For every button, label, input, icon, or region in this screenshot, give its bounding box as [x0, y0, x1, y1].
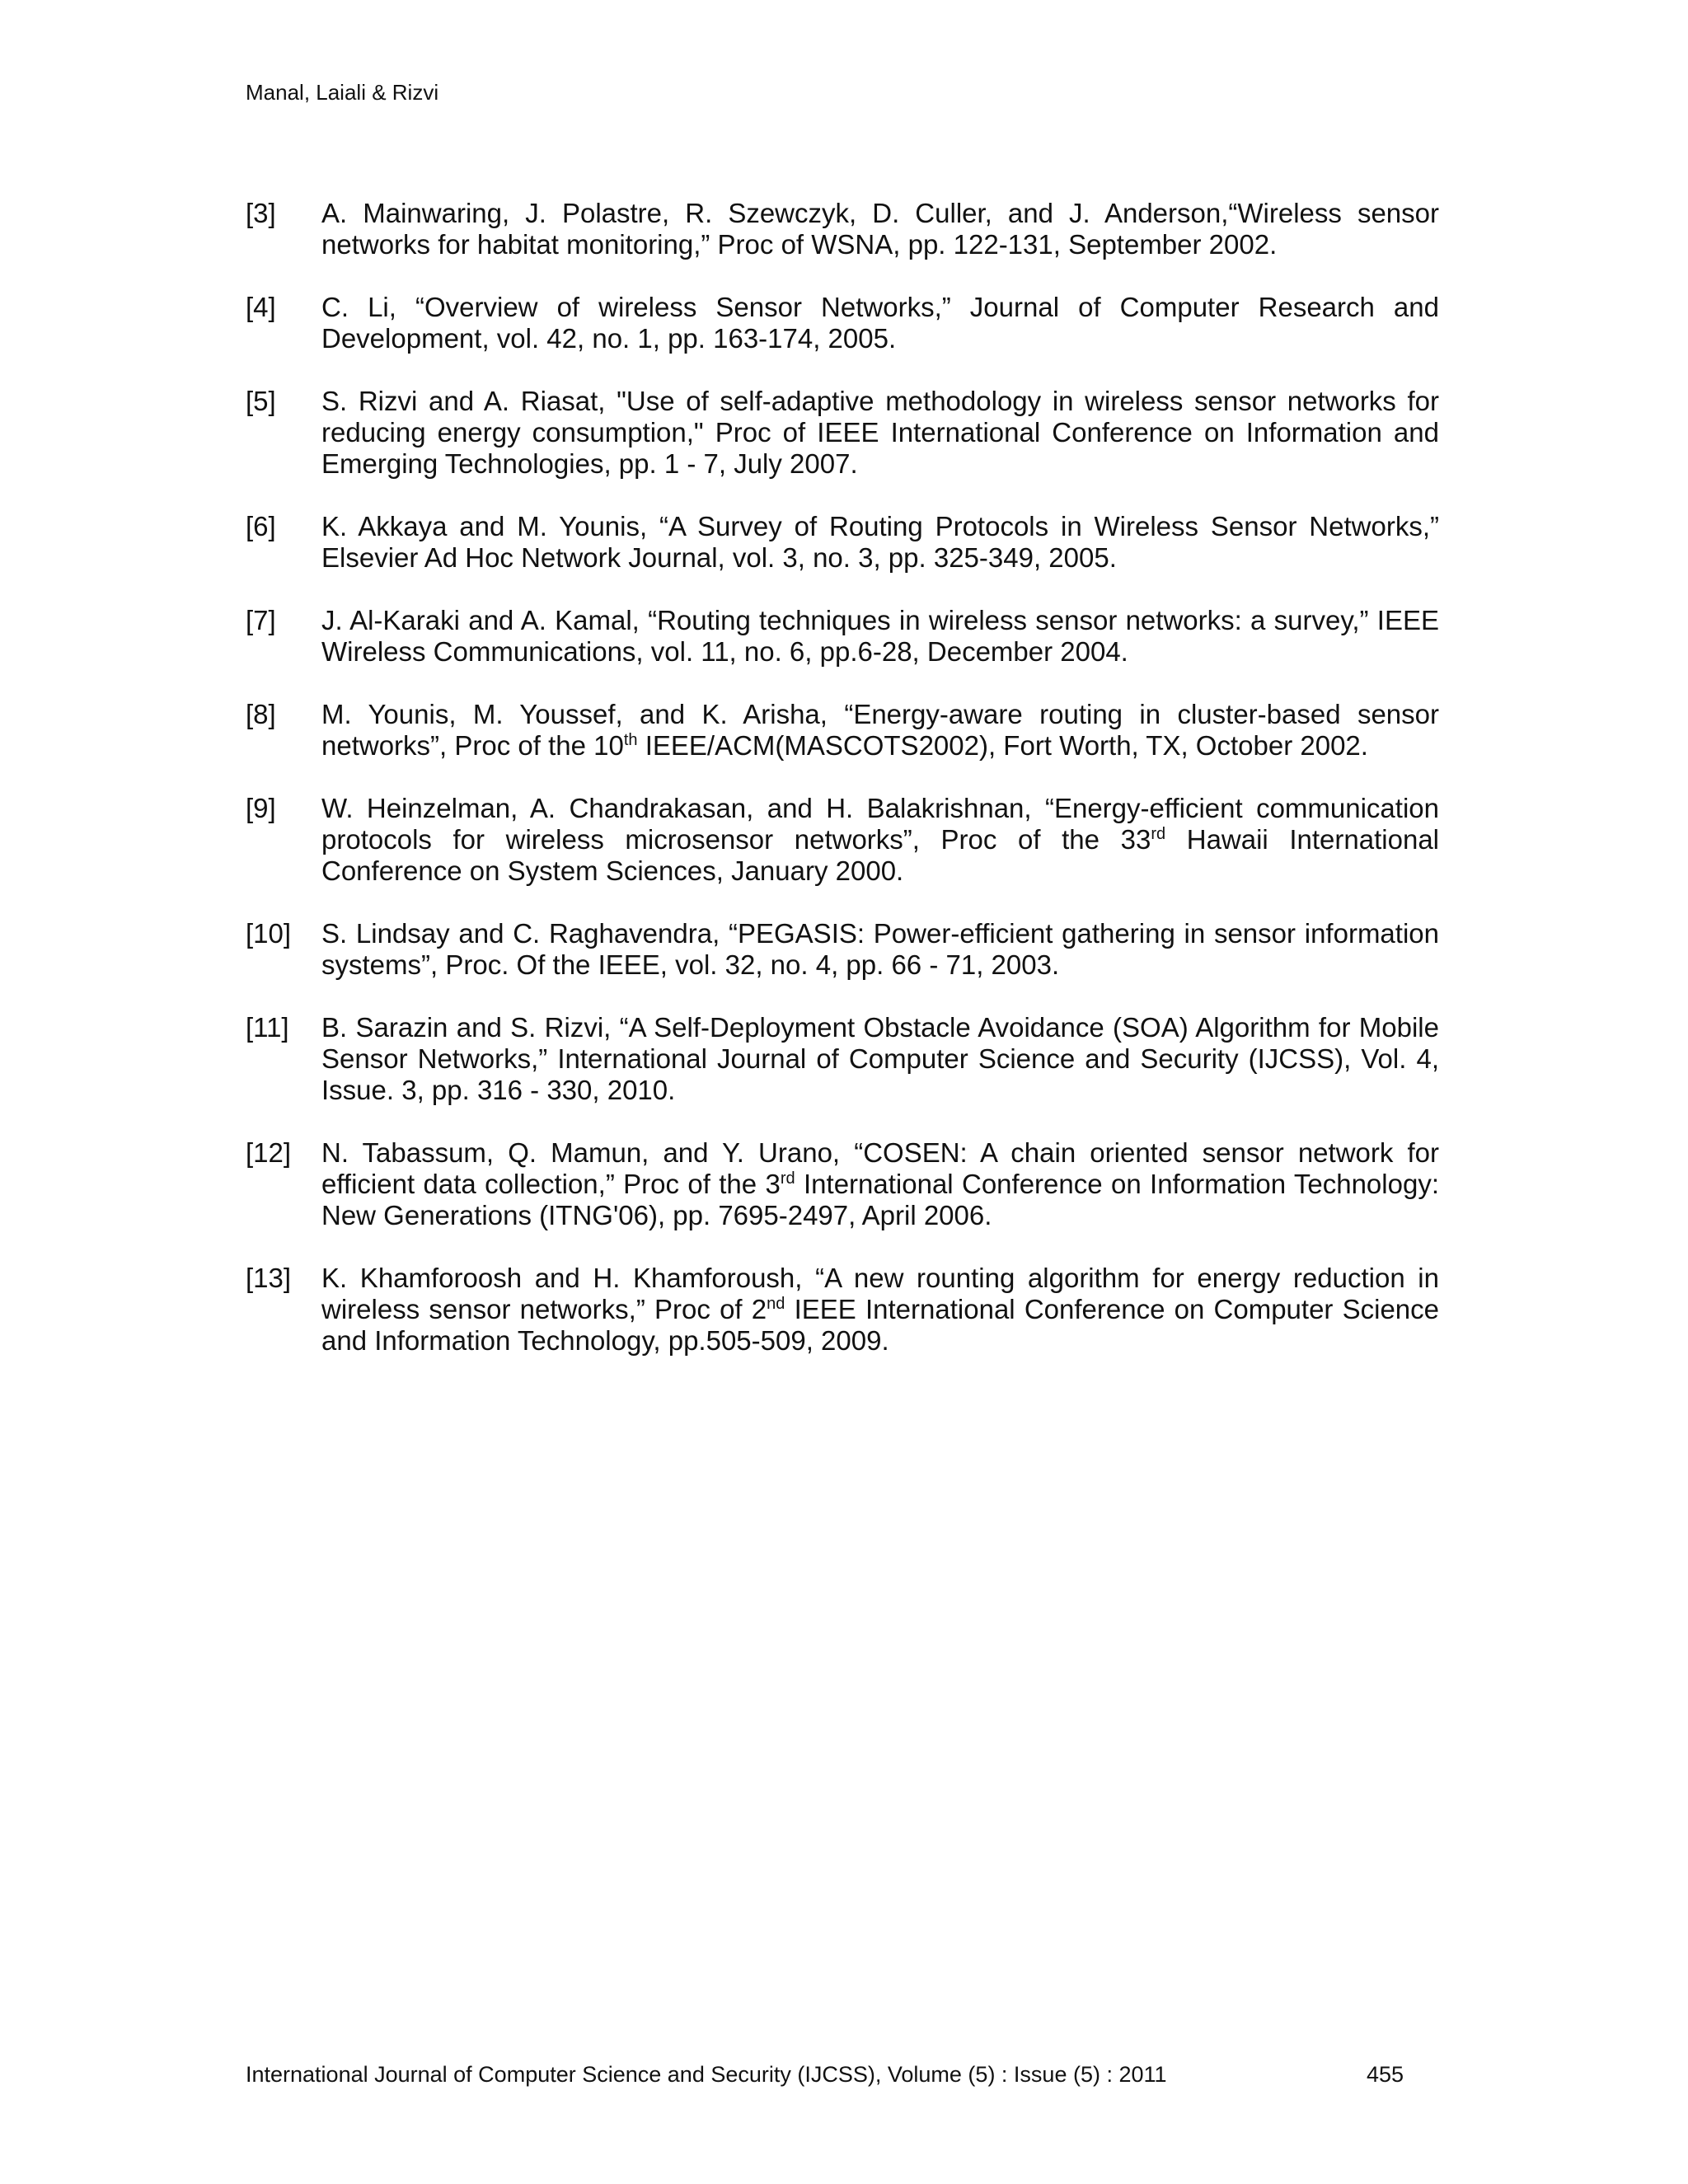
reference-text — [321, 699, 1439, 762]
page-number: 455 — [1367, 2062, 1404, 2087]
reference-text — [321, 386, 1439, 480]
reference-item — [246, 1012, 1439, 1106]
reference-item — [246, 793, 1439, 887]
ordinal-superscript: rd — [1151, 825, 1166, 843]
reference-number: [3] — [246, 198, 276, 228]
reference-item — [246, 198, 1439, 260]
reference-text-segment: K. Khamforoosh and H. Khamforoush, “A new rounting algorithm for energy reduction in wireless sensor networks,” Proc of 2 — [321, 1263, 1439, 1324]
reference-item — [246, 699, 1439, 762]
reference-text-segment: J. Al-Karaki and A. Kamal, “Routing techniques in wireless sensor networks: a survey,” IEEE Wireless Communications, vol. 11, no. 6, pp.6-28, December 2004. — [321, 605, 1439, 667]
reference-number: [11] — [246, 1012, 289, 1043]
reference-text — [321, 511, 1439, 574]
reference-text-segment: C. Li, “Overview of wireless Sensor Networks,” Journal of Computer Research and Development, vol. 42, no. 1, pp. 163-174, 2005. — [321, 292, 1439, 354]
reference-text-segment: Hawaii International Conference on System Sciences, January 2000. — [321, 824, 1439, 886]
reference-item — [246, 1263, 1439, 1357]
reference-text-segment: IEEE International Conference on Computer Science and Information Technology, pp.505-509, 2009. — [321, 1294, 1440, 1356]
reference-number: [9] — [246, 793, 276, 823]
reference-item — [246, 918, 1439, 981]
reference-text — [321, 918, 1439, 981]
reference-text-segment: S. Rizvi and A. Riasat, "Use of self-adaptive methodology in wireless sensor networks for reducing energy consumption," Proc of IEEE International Conference on Information and Emerging Technologies, pp. 1 - 7, July 2007. — [321, 386, 1439, 479]
reference-number: [5] — [246, 386, 276, 416]
running-header: Manal, Laiali & Rizvi — [246, 80, 439, 105]
reference-text — [321, 793, 1439, 887]
reference-text-segment: S. Lindsay and C. Raghavendra, “PEGASIS: Power-efficient gathering in sensor information systems”, Proc. Of the IEEE, vol. 32, no. 4, pp. 66 - 71, 2003. — [321, 918, 1439, 980]
reference-item — [246, 1137, 1439, 1231]
reference-number: [13] — [246, 1263, 292, 1293]
reference-text-segment: IEEE/ACM(MASCOTS2002), Fort Worth, TX, October 2002. — [637, 730, 1368, 761]
reference-text — [321, 198, 1439, 260]
reference-text-segment: K. Akkaya and M. Younis, “A Survey of Routing Protocols in Wireless Sensor Networks,” Elsevier Ad Hoc Network Journal, vol. 3, no. 3, pp. 325-349, 2005. — [321, 511, 1439, 573]
reference-item — [246, 386, 1439, 480]
reference-text-segment: M. Younis, M. Youssef, and K. Arisha, “Energy-aware routing in cluster-based sensor networks”, Proc of the 10 — [321, 699, 1439, 761]
reference-text-segment: B. Sarazin and S. Rizvi, “A Self-Deployment Obstacle Avoidance (SOA) Algorithm for Mobile Sensor Networks,” International Journal of Computer Science and Security (IJCSS), Vol. 4, Issue. 3, pp. 316 - 330, 2010. — [321, 1012, 1439, 1105]
reference-number: [10] — [246, 918, 292, 949]
reference-text-segment: A. Mainwaring, J. Polastre, R. Szewczyk, D. Culler, and J. Anderson,“Wireless sensor networks for habitat monitoring,” Proc of WSNA, pp. 122-131, September 2002. — [321, 198, 1439, 260]
reference-text-segment: W. Heinzelman, A. Chandrakasan, and H. Balakrishnan, “Energy-efficient communication protocols for wireless microsensor networks”, Proc of the 33 — [321, 793, 1439, 855]
reference-text — [321, 292, 1439, 354]
reference-text-segment: N. Tabassum, Q. Mamun, and Y. Urano, “COSEN: A chain oriented sensor network for efficient data collection,” Proc of the 3 — [321, 1137, 1439, 1199]
reference-item — [246, 292, 1439, 354]
reference-text — [321, 1012, 1439, 1106]
footer-journal-citation: International Journal of Computer Science and Security (IJCSS), Volume (5) : Issue (5) : 2011 — [246, 2062, 1167, 2087]
ordinal-superscript: nd — [767, 1295, 785, 1313]
reference-number: [4] — [246, 292, 276, 322]
reference-text — [321, 1137, 1439, 1231]
ordinal-superscript: rd — [780, 1169, 795, 1188]
reference-number: [7] — [246, 605, 276, 635]
reference-text — [321, 1263, 1439, 1357]
reference-list — [246, 198, 1439, 1388]
reference-text — [321, 605, 1439, 668]
reference-number: [6] — [246, 511, 276, 541]
ordinal-superscript: th — [623, 731, 638, 749]
reference-number: [12] — [246, 1137, 292, 1168]
reference-number: [8] — [246, 699, 276, 729]
reference-item — [246, 605, 1439, 668]
reference-text-segment: International Conference on Information Technology: New Generations (ITNG'06), pp. 7695-2497, April 2006. — [321, 1169, 1439, 1230]
reference-item — [246, 511, 1439, 574]
